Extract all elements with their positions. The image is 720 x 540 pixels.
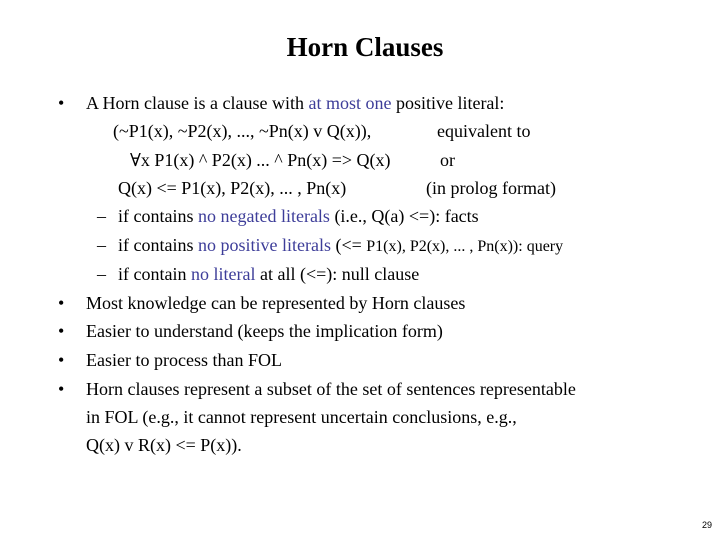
highlight-text: at most one (308, 93, 392, 113)
text: at all (<=): null clause (255, 264, 420, 284)
bullet-subset-line-2: in FOL (e.g., it cannot represent uncertain conclusions, e.g., (86, 407, 517, 427)
formula-prolog-label: (in prolog format) (426, 178, 556, 198)
text: positive literal: (391, 93, 505, 113)
text: if contains (118, 235, 198, 255)
bullet-marker: • (58, 321, 65, 341)
formula-implication-form: ∀x P1(x) ^ P2(x) ... ^ Pn(x) => Q(x) (130, 150, 391, 170)
formula-equivalent-label: equivalent to (437, 121, 531, 141)
formula-or-label: or (440, 150, 455, 170)
text: A Horn clause is a clause with (86, 93, 309, 113)
slide-title: Horn Clauses (286, 32, 444, 62)
highlight-text: no negated literals (197, 206, 330, 226)
text: (i.e., Q(a) <=): facts (329, 206, 479, 226)
bullet-easier-process: Easier to process than FOL (86, 350, 282, 370)
dash-marker: – (97, 235, 106, 255)
bullet-easier-understand: Easier to understand (keeps the implication form) (86, 321, 443, 341)
bullet-horn-definition (86, 92, 504, 114)
bullet-subset-line-3: Q(x) v R(x) <= P(x)). (86, 435, 242, 455)
bullet-marker: • (58, 93, 65, 113)
dash-marker: – (97, 206, 106, 226)
formula-prolog-form: Q(x) <= P1(x), P2(x), ... , Pn(x) (118, 178, 347, 198)
bullet-subset-line-1: Horn clauses represent a subset of the set of sentences representable (86, 379, 576, 399)
formula-clause-form: (~P1(x), ~P2(x), ..., ~Pn(x) v Q(x)), (113, 121, 372, 141)
text: (<= (330, 235, 367, 255)
text: if contain (118, 264, 191, 284)
small-text: P1(x), P2(x), ... , Pn(x)): query (366, 238, 564, 255)
sub-bullet-facts (118, 205, 479, 227)
bullet-marker: • (58, 293, 65, 313)
bullet-marker: • (58, 350, 65, 370)
page-number: 29 (701, 520, 712, 530)
highlight-text: no literal (190, 264, 256, 284)
sub-bullet-query (118, 234, 563, 258)
dash-marker: – (97, 264, 106, 284)
sub-bullet-null-clause (118, 263, 419, 285)
text: if contains (118, 206, 198, 226)
bullet-knowledge: Most knowledge can be represented by Horn clauses (86, 293, 466, 313)
highlight-text: no positive literals (197, 235, 331, 255)
bullet-marker: • (58, 379, 65, 399)
